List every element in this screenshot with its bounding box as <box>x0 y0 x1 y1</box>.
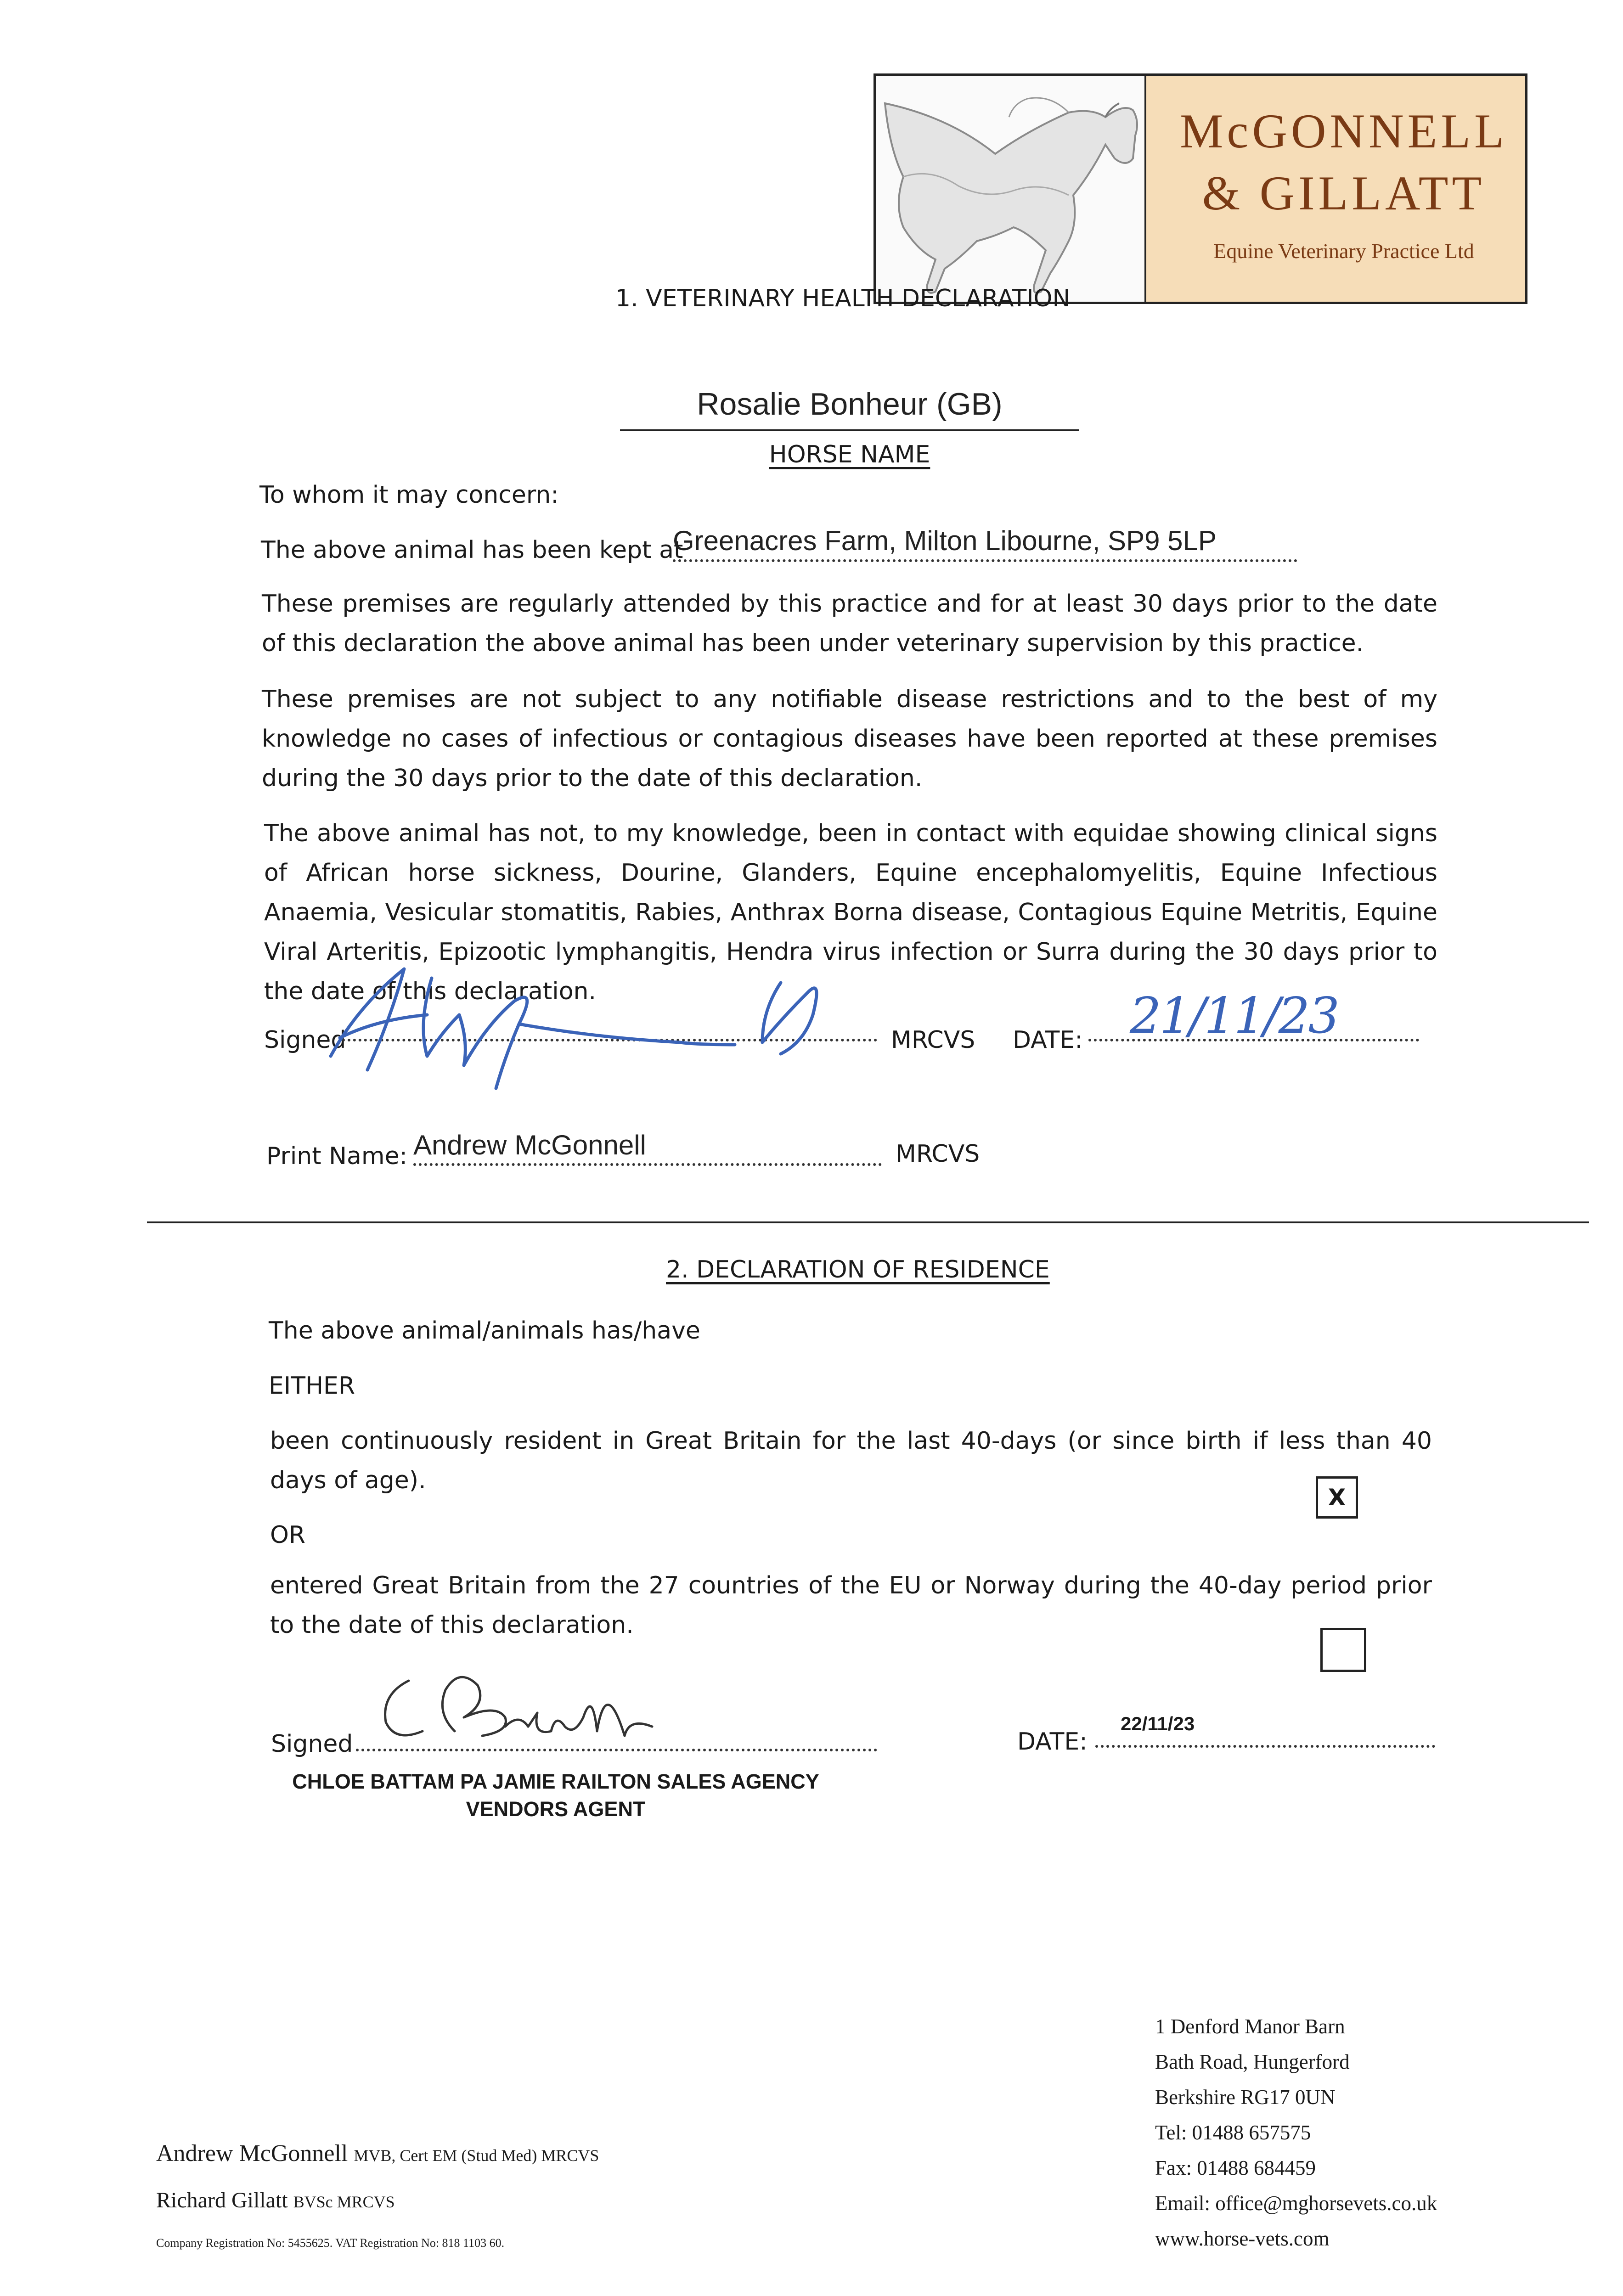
residence-or: OR <box>270 1521 306 1549</box>
agent-date-value: 22/11/23 <box>1121 1713 1195 1734</box>
practice-logo <box>873 73 1527 304</box>
section-divider <box>147 1221 1589 1223</box>
vet-signed-label: Signed <box>264 1026 346 1054</box>
kept-at-value: Greenacres Farm, Milton Libourne, SP9 5LP <box>673 523 1297 562</box>
agent-date-label: DATE: <box>1017 1728 1088 1756</box>
footer-vet2-quals: BVSc MRCVS <box>293 2193 395 2211</box>
residence-option1: been continuously resident in Great Britain for the last 40-days (or since birth if less than 40 days of age). <box>270 1427 1432 1494</box>
address-email[interactable]: Email: office@mghorsevets.co.uk <box>1155 2192 1437 2215</box>
footer-registration: Company Registration No: 5455625. VAT Registration No: 818 1103 60. <box>156 2236 505 2250</box>
address-line3: Berkshire RG17 0UN <box>1155 2086 1336 2109</box>
vet-mrcvs-1: MRCVS <box>891 1026 975 1054</box>
address-line1: 1 Denford Manor Barn <box>1155 2015 1345 2038</box>
logo-name-line1: McGONNELL <box>1180 104 1508 158</box>
footer-vet1-name: Andrew McGonnell <box>156 2140 348 2167</box>
kept-at-prefix: The above animal has been kept at <box>261 536 683 564</box>
logo-name-line2: & GILLATT <box>1202 166 1486 220</box>
logo-panel <box>1144 76 1525 302</box>
logo-tagline: Equine Veterinary Practice Ltd <box>1213 239 1474 263</box>
residence-intro: The above animal/animals has/have <box>269 1317 700 1345</box>
footer-vet1 <box>156 2138 599 2172</box>
vet-signature <box>321 951 873 1097</box>
footer-address <box>1155 2009 1437 2257</box>
print-name-label: Print Name: <box>266 1142 408 1170</box>
address-fax: Fax: 01488 684459 <box>1155 2156 1316 2179</box>
address-line2: Bath Road, Hungerford <box>1155 2050 1350 2073</box>
horse-name-line <box>620 429 1079 431</box>
vet-mrcvs-2: MRCVS <box>896 1140 980 1168</box>
print-name-value: Andrew McGonnell <box>413 1127 882 1166</box>
footer-vet2-name: Richard Gillatt <box>156 2188 288 2212</box>
agent-role: VENDORS AGENT <box>466 1797 646 1821</box>
agent-date-line <box>1095 1745 1435 1748</box>
residence-option2: entered Great Britain from the 27 countries of the EU or Norway during the 40-day period prior to the date of this declaration. <box>270 1572 1432 1639</box>
address-tel: Tel: 01488 657575 <box>1155 2121 1311 2144</box>
paragraph-supervision: These premises are regularly attended by this practice and for at least 30 days prior to the date of this declaration the above animal has been under veterinary supervision by this practice. <box>262 590 1437 657</box>
salutation: To whom it may concern: <box>259 481 559 509</box>
agent-signed-label: Signed <box>271 1730 353 1758</box>
footer-vet1-quals: MVB, Cert EM (Stud Med) MRCVS <box>354 2146 599 2165</box>
paragraph-no-restrictions: These premises are not subject to any notifiable disease restrictions and to the best of my knowledge no cases of infectious or contagious diseases have been reported at these premises during the 30 days prior to the date of this declaration. <box>262 686 1437 792</box>
option2-checkbox[interactable] <box>1320 1628 1366 1672</box>
residence-either: EITHER <box>269 1372 355 1400</box>
option1-checkbox[interactable]: X <box>1316 1476 1358 1519</box>
vet-date-label: DATE: <box>1013 1026 1083 1054</box>
paragraph-no-contact: The above animal has not, to my knowledge, been in contact with equidae showing clinical signs of African horse sickness, Dourine, Glanders, Equine encephalomyelitis, Equine Infectious Anaemia, Vesicular stomatitis, Rabies, Anthrax Borna disease, Contagious Equine Metritis, Equine Viral Arteritis, Epizootic lymphangitis, Hendra virus infection or Surra during the 30 days prior to the date of this declaration. <box>264 820 1437 1005</box>
address-web[interactable]: www.horse-vets.com <box>1155 2227 1330 2250</box>
footer-vet2 <box>156 2184 395 2218</box>
horse-illustration <box>876 76 1144 302</box>
horse-name-value: Rosalie Bonheur (GB) <box>697 387 1003 422</box>
section2-title: 2. DECLARATION OF RESIDENCE <box>666 1256 1050 1283</box>
agent-signature <box>367 1662 661 1754</box>
agent-name: CHLOE BATTAM PA JAMIE RAILTON SALES AGENCY <box>292 1770 819 1793</box>
horse-name-label: HORSE NAME <box>769 441 930 468</box>
section1-title: 1. VETERINARY HEALTH DECLARATION <box>615 285 1071 312</box>
vet-date-value: 21/11/23 <box>1130 987 1338 1045</box>
